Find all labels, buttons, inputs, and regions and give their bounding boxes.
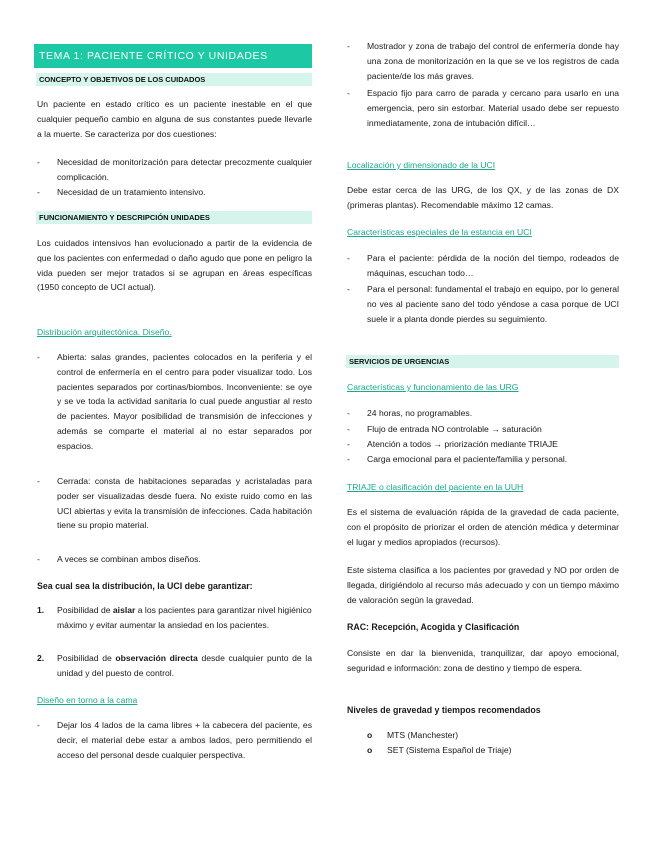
localizacion-paragraph: Debe estar cerca de las URG, de los QX, y de las zonas de DX (primeras plantas). Recomendable máximo 12 camas.: [347, 185, 619, 210]
list-item-text: Para el paciente: pérdida de la noción del tiempo, rodeados de máquinas, escuchan todo…: [367, 253, 619, 278]
dash-marker: -: [37, 554, 40, 564]
dash-marker: -: [37, 187, 40, 197]
numbered-item: [37, 651, 312, 681]
list-item: [347, 406, 619, 421]
dash-marker: -: [347, 439, 350, 449]
link-localizacion[interactable]: Localización y dimensionado de la UCI: [347, 160, 496, 170]
list-item: [347, 251, 619, 281]
section-bar-urgencias: SERVICIOS DE URGENCIAS: [346, 355, 619, 368]
section-bar-concepto: CONCEPTO Y OBJETIVOS DE LOS CUIDADOS: [36, 73, 312, 86]
triaje-paragraph-1: Es el sistema de evaluación rápida de la gravedad de cada paciente, con el propósito de priorizar el orden de atención médica y determinar el lugar y medios apropiados (recursos).: [347, 507, 619, 547]
list-item-text: Necesidad de un tratamiento intensivo.: [57, 187, 206, 197]
list-item-text: Flujo de entrada NO controlable → saturación: [367, 424, 542, 434]
list-item-text: Carga emocional para el paciente/familia y personal.: [367, 454, 568, 464]
list-item: [347, 437, 619, 452]
topic-banner: TEMA 1: PACIENTE CRÍTICO Y UNIDADES: [34, 44, 312, 68]
list-item: [347, 282, 619, 326]
triaje-paragraph-2: Este sistema clasifica a los pacientes por gravedad y NO por orden de llegada, dirigiéndolo al recurso más adecuado y con un tiempo máximo de valoración según la gravedad.: [347, 565, 619, 605]
funcionamiento-paragraph: Los cuidados intensivos han evolucionado a partir de la evidencia de que los pacientes con enfermedad o daño agudo que pone en peligro la vida pueden ser mejor tratados si se agrupan en áreas específicas (1950 concepto de UCI actual).: [37, 238, 312, 293]
link-caracteristicas-urg[interactable]: Características y funcionamiento de las URG: [347, 382, 519, 392]
circle-marker: o: [367, 730, 373, 740]
list-item: [37, 350, 312, 454]
list-item: [367, 743, 619, 758]
list-item: [347, 452, 619, 467]
dash-marker: -: [347, 41, 350, 51]
garantizar-heading: Sea cual sea la distribución, la UCI debe garantizar:: [37, 581, 253, 591]
list-item: [37, 552, 312, 567]
list-item-text: 24 horas, no programables.: [367, 408, 473, 418]
list-item-text: Dejar los 4 lados de la cama libres + la cabecera del paciente, es decir, el material debe estar a ambos lados, pero permitiendo el acceso del personal desde cualquier perspectiva.: [57, 720, 312, 760]
list-item-text: Espacio fijo para carro de parada y cercano para usarlo en una emergencia, pero sin estorbar. Material usado debe ser repuesto inmediatamente, zona de intubación difícil…: [367, 88, 619, 128]
list-item: [367, 728, 619, 743]
list-item: [347, 422, 619, 437]
number-marker: 2.: [37, 653, 45, 663]
rac-heading: RAC: Recepción, Acogida y Clasificación: [347, 622, 520, 632]
list-item-text: Para el personal: fundamental el trabajo en equipo, por lo general no ves al paciente sano del todo yéndose a casa porque de UCI suele ir a planta donde pierdes su seguimiento.: [367, 284, 619, 324]
list-item-text: Necesidad de monitorización para detectar precozmente cualquier complicación.: [57, 157, 312, 182]
dash-marker: -: [347, 424, 350, 434]
list-item-text: A veces se combinan ambos diseños.: [57, 554, 201, 564]
list-item: [37, 185, 312, 200]
dash-marker: -: [347, 88, 350, 98]
list-item: [347, 39, 619, 83]
circle-marker: o: [367, 745, 373, 755]
list-item-text: MTS (Manchester): [387, 730, 459, 740]
dash-marker: -: [347, 408, 350, 418]
dash-marker: -: [37, 720, 40, 730]
dash-marker: -: [37, 157, 40, 167]
link-distribucion[interactable]: Distribución arquitectónica. Diseño.: [37, 327, 172, 337]
list-item: [37, 474, 312, 533]
list-item-text: Posibilidad de observación directa desde cualquier punto de la unidad y del puesto de control.: [57, 653, 312, 678]
list-item-text: Abierta: salas grandes, pacientes colocados en la periferia y el control de enfermería en el centro para poder visualizar todo. Los pacientes separados por cortinas/biombos. Inconveniente: se oye y se ve toda la actividad sanitaria lo cual puede angustiar al resto de pacientes. Mayor posibilidad de transmisión de infecciones y además se comparte el material al no estar separados por espacios.: [57, 352, 312, 451]
list-item-text: Posibilidad de aislar a los pacientes para garantizar nivel higiénico máximo y evitar aumentar la ansiedad en los pacientes.: [57, 605, 312, 630]
link-triaje[interactable]: TRIAJE o clasificación del paciente en la UUH: [347, 482, 524, 492]
numbered-item: [37, 603, 312, 633]
number-marker: 1.: [37, 605, 45, 615]
list-item: [347, 86, 619, 130]
dash-marker: -: [37, 352, 40, 362]
link-estancia[interactable]: Características especiales de la estancia en UCI: [347, 227, 532, 237]
dash-marker: -: [347, 454, 350, 464]
list-item-text: Mostrador y zona de trabajo del control de enfermería donde hay una zona de monitorización en la que se ve los registros de cada paciente/de los más graves.: [367, 41, 619, 81]
list-item: [37, 155, 312, 185]
niveles-heading: Niveles de gravedad y tiempos recomendados: [347, 705, 541, 715]
rac-paragraph: Consiste en dar la bienvenida, tranquilizar, dar apoyo emocional, seguridad e información: zona de destino y tiempo de espera.: [347, 648, 619, 673]
list-item-text: Cerrada: consta de habitaciones separadas y acristaladas para poder ser visualizadas desde fuera. No existe ruido como en las UCI abiertas y evita la transmisión de infecciones. Cada habitación tiene su propio material.: [57, 476, 312, 531]
concepto-paragraph: Un paciente en estado crítico es un paciente inestable en el que cualquier pequeño cambio en alguna de sus constantes puede llevarle a la muerte. Se caracteriza por dos cuestiones:: [37, 99, 312, 139]
list-item-text: Atención a todos → priorización mediante TRIAJE: [367, 439, 558, 449]
dash-marker: -: [347, 253, 350, 263]
dash-marker: -: [347, 284, 350, 294]
section-bar-funcionamiento: FUNCIONAMIENTO Y DESCRIPCIÓN UNIDADES: [36, 211, 312, 224]
list-item: [37, 718, 312, 762]
link-diseno-cama[interactable]: Diseño en torno a la cama: [37, 695, 138, 705]
list-item-text: SET (Sistema Español de Triaje): [387, 745, 512, 755]
dash-marker: -: [37, 476, 40, 486]
